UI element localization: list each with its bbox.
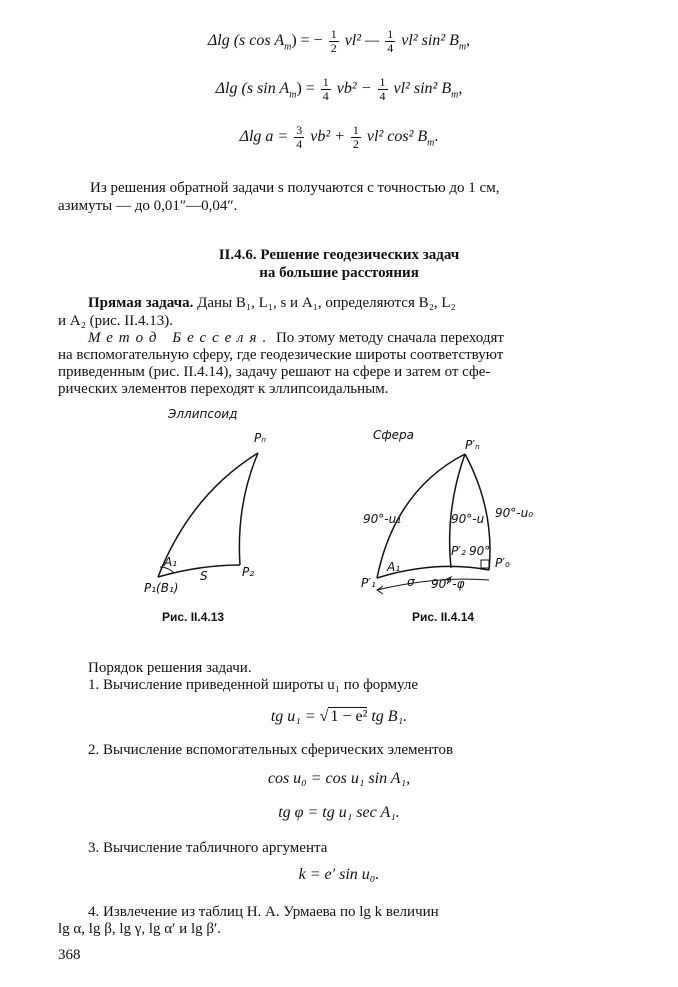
eq1-frac1-den: 2 bbox=[330, 41, 337, 55]
eq2-operator: ) = bbox=[296, 80, 315, 98]
fig13-title: Эллипсоид bbox=[168, 407, 238, 421]
fig14-phi: 90°-φ bbox=[431, 577, 465, 591]
direct-problem-line-1 bbox=[88, 295, 456, 312]
fig14-u0: 90°-u₀ bbox=[495, 506, 534, 520]
eq2-mid: vb² − bbox=[336, 80, 372, 98]
figure-ellipsoid bbox=[130, 405, 290, 605]
fig14-p1: P′₁ bbox=[361, 576, 376, 590]
eq3-tail: vl² cos² B bbox=[366, 128, 428, 146]
section-heading-line-1: II.4.6. Решение геодезических задач bbox=[218, 247, 460, 263]
bessel-method-line bbox=[88, 330, 504, 347]
formula-3: k = e′ sin u₀. bbox=[298, 866, 380, 883]
fig13-pn: Pₙ bbox=[254, 431, 267, 445]
eq3-frac1 bbox=[294, 124, 304, 151]
eq3-frac2-num: 1 bbox=[352, 123, 359, 137]
fig14-deg90: 90° bbox=[469, 544, 491, 558]
eq3-frac2 bbox=[351, 124, 361, 151]
eq1-tail: vl² sin² B bbox=[401, 32, 459, 50]
eq2-frac1-den: 4 bbox=[322, 89, 329, 103]
fig14-sigma: σ bbox=[407, 575, 415, 589]
eq2-frac2 bbox=[378, 76, 388, 103]
sqrt-sign: √ bbox=[319, 708, 329, 725]
eq1-frac1-num: 1 bbox=[330, 27, 337, 41]
eq3-frac1-num: 3 bbox=[296, 123, 303, 137]
eq2-left: Δlg (s sin A bbox=[215, 80, 290, 98]
eq3-left: Δlg a = bbox=[239, 128, 289, 146]
direct-problem-title: Прямая задача. bbox=[88, 295, 194, 311]
direct-problem-given: Даны B₁, L₁, s и A₁, определяются B₂, L₂ bbox=[193, 295, 456, 311]
eq1-end: , bbox=[466, 32, 471, 50]
eq2-sub: m bbox=[289, 89, 297, 101]
arc-arrow-left bbox=[377, 586, 383, 594]
step-3: 3. Вычисление табличного аргумента bbox=[88, 840, 328, 856]
eq1-frac2-den: 4 bbox=[387, 41, 394, 55]
fig14-u: 90°-u bbox=[451, 512, 485, 526]
eq3-frac2-den: 2 bbox=[352, 137, 359, 151]
accuracy-paragraph-line-2: азимуты — до 0,01″—0,04″. bbox=[58, 198, 238, 214]
eq2-frac1-num: 1 bbox=[322, 75, 329, 89]
fig13-p2: P₂ bbox=[242, 565, 255, 579]
step-1: 1. Вычисление приведенной широты u₁ по формуле bbox=[88, 677, 419, 693]
eq2-end: , bbox=[458, 80, 463, 98]
eq3-frac1-den: 4 bbox=[296, 137, 303, 151]
fig14-a1: A₁ bbox=[387, 560, 401, 574]
fig13-s: S bbox=[200, 569, 208, 583]
eq2-tail-sub: m bbox=[451, 89, 459, 101]
fig14-pn: P′ₙ bbox=[465, 438, 480, 452]
eq1-sub: m bbox=[284, 41, 292, 53]
fig14-p2: P′₂ bbox=[451, 544, 466, 558]
eq2-frac1 bbox=[321, 76, 331, 103]
eq1-frac1 bbox=[329, 28, 339, 55]
fig13-caption: Рис. II.4.13 bbox=[162, 610, 225, 624]
step-2: 2. Вычисление вспомогательных сферических элементов bbox=[88, 742, 454, 758]
ellipsoid-meridian-2 bbox=[239, 453, 258, 565]
fig14-u1: 90°-u₁ bbox=[363, 512, 402, 526]
right-angle-mark bbox=[481, 560, 489, 568]
fig14-title: Сфера bbox=[373, 428, 414, 442]
eq1-frac2-num: 1 bbox=[387, 27, 394, 41]
figure-sphere bbox=[355, 420, 535, 610]
formula-1-left: tg u₁ = bbox=[270, 708, 316, 725]
eq2-tail: vl² sin² B bbox=[393, 80, 452, 98]
formula-1-right: tg B₁. bbox=[371, 708, 408, 725]
formula-2b: tg φ = tg u₁ sec A₁. bbox=[278, 804, 400, 821]
section-heading-line-2: на большие расстояния bbox=[259, 265, 419, 281]
direct-problem-line-2: и A₂ (рис. II.4.13). bbox=[58, 313, 174, 329]
eq3-mid: vb² + bbox=[310, 128, 345, 146]
formula-1-root: 1 − e² bbox=[330, 708, 368, 725]
eq1-operator: ) = − bbox=[291, 32, 323, 50]
fig14-caption: Рис. II.4.14 bbox=[412, 610, 475, 624]
page-number: 368 bbox=[58, 947, 81, 963]
eq1-tail-sub: m bbox=[458, 41, 467, 53]
step-4-line-1: 4. Извлечение из таблиц Н. А. Урмаева по lg k величин bbox=[88, 904, 439, 920]
equation-2 bbox=[0, 76, 678, 103]
bessel-method-title: Метод Бесселя. bbox=[88, 330, 273, 346]
eq3-tail-sub: m bbox=[427, 137, 435, 149]
eq1-left: Δlg (s cos A bbox=[207, 32, 285, 50]
eq2-frac2-num: 1 bbox=[379, 75, 386, 89]
equation-3 bbox=[0, 124, 678, 151]
equation-1 bbox=[0, 28, 678, 55]
eq1-mid: vl² — bbox=[344, 32, 380, 50]
eq2-frac2-den: 4 bbox=[379, 89, 386, 103]
eq3-end: . bbox=[434, 128, 439, 146]
fig13-p1: P₁(B₁) bbox=[144, 581, 179, 595]
formula-1 bbox=[0, 708, 678, 726]
fig14-p0: P′₀ bbox=[495, 556, 510, 570]
bessel-line-6: рических элементов переходят к эллипсоидальным. bbox=[58, 381, 389, 397]
step-4-line-2: lg α, lg β, lg γ, lg α′ и lg β′. bbox=[58, 921, 222, 937]
eq1-frac2 bbox=[385, 28, 395, 55]
accuracy-paragraph-line-1: Из решения обратной задачи s получаются с точностью до 1 см, bbox=[90, 180, 500, 196]
steps-intro: Порядок решения задачи. bbox=[88, 660, 252, 676]
fig13-a1: A₁ bbox=[164, 555, 178, 569]
bessel-line-5: приведенным (рис. II.4.14), задачу решают на сфере и затем от сфе- bbox=[58, 364, 491, 380]
formula-2a: cos u₀ = cos u₁ sin A₁, bbox=[267, 770, 411, 787]
bessel-method-text: По этому методу сначала переходят bbox=[272, 330, 504, 346]
bessel-line-4: на вспомогательную сферу, где геодезические широты соответствуют bbox=[58, 347, 504, 363]
